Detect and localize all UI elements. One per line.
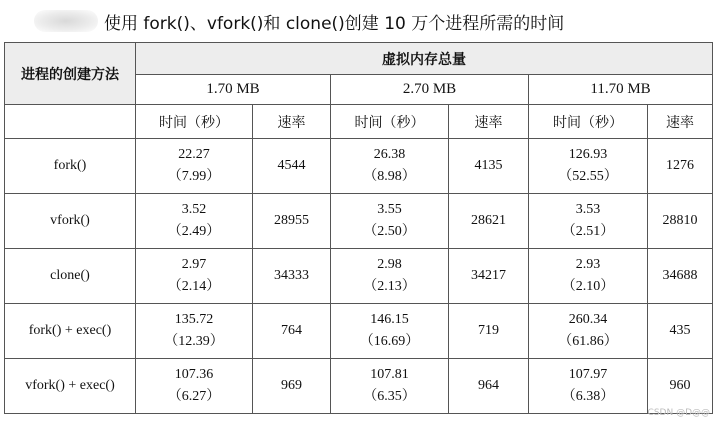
watermark: CSDN @D@@ xyxy=(647,408,710,418)
rate-cell: 719 xyxy=(449,304,529,359)
time-cell: 3.55 （2.50） xyxy=(331,194,449,249)
time-cell: 22.27 （7.99） xyxy=(136,139,253,194)
rate-header-1: 速率 xyxy=(253,105,331,139)
table-row xyxy=(5,249,713,304)
method-cell: vfork() xyxy=(5,194,136,249)
rate-header-3: 速率 xyxy=(648,105,713,139)
method-cell: vfork() + exec() xyxy=(5,359,136,414)
rate-cell: 28955 xyxy=(253,194,331,249)
rate-cell: 964 xyxy=(449,359,529,414)
size-header-3: 11.70 MB xyxy=(529,75,713,105)
time-cell: 3.53 （2.51） xyxy=(529,194,648,249)
table-row xyxy=(5,194,713,249)
time-cell: 2.97 （2.14） xyxy=(136,249,253,304)
title-bar xyxy=(34,8,564,34)
rate-cell: 960 xyxy=(648,359,713,414)
rate-cell: 1276 xyxy=(648,139,713,194)
rate-cell: 969 xyxy=(253,359,331,414)
time-cell: 107.36 （6.27） xyxy=(136,359,253,414)
blurred-label xyxy=(34,10,98,32)
rate-cell: 28810 xyxy=(648,194,713,249)
size-header-2: 2.70 MB xyxy=(331,75,529,105)
time-header-3: 时间（秒） xyxy=(529,105,648,139)
table-row xyxy=(5,304,713,359)
rate-cell: 34688 xyxy=(648,249,713,304)
process-creation-table xyxy=(4,42,713,414)
page-title: 使用 fork()、vfork()和 clone()创建 10 万个进程所需的时间 xyxy=(104,13,565,34)
table-row xyxy=(5,359,713,414)
method-header: 进程的创建方法 xyxy=(5,43,136,105)
method-cell: fork() xyxy=(5,139,136,194)
time-cell: 126.93 （52.55） xyxy=(529,139,648,194)
time-cell: 107.81 （6.35） xyxy=(331,359,449,414)
rate-cell: 28621 xyxy=(449,194,529,249)
method-cell: clone() xyxy=(5,249,136,304)
rate-cell: 435 xyxy=(648,304,713,359)
rate-cell: 4135 xyxy=(449,139,529,194)
time-cell: 146.15 （16.69） xyxy=(331,304,449,359)
rate-header-2: 速率 xyxy=(449,105,529,139)
time-cell: 260.34 （61.86） xyxy=(529,304,648,359)
time-header-1: 时间（秒） xyxy=(136,105,253,139)
time-cell: 3.52 （2.49） xyxy=(136,194,253,249)
size-header-1: 1.70 MB xyxy=(136,75,331,105)
blank-header-cell xyxy=(5,105,136,139)
time-cell: 135.72 （12.39） xyxy=(136,304,253,359)
rate-cell: 764 xyxy=(253,304,331,359)
rate-cell: 34333 xyxy=(253,249,331,304)
memory-header: 虚拟内存总量 xyxy=(136,43,713,75)
time-cell: 2.93 （2.10） xyxy=(529,249,648,304)
rate-cell: 4544 xyxy=(253,139,331,194)
time-header-2: 时间（秒） xyxy=(331,105,449,139)
time-cell: 2.98 （2.13） xyxy=(331,249,449,304)
table-row xyxy=(5,139,713,194)
time-cell: 107.97 （6.38） xyxy=(529,359,648,414)
method-cell: fork() + exec() xyxy=(5,304,136,359)
rate-cell: 34217 xyxy=(449,249,529,304)
time-cell: 26.38 （8.98） xyxy=(331,139,449,194)
